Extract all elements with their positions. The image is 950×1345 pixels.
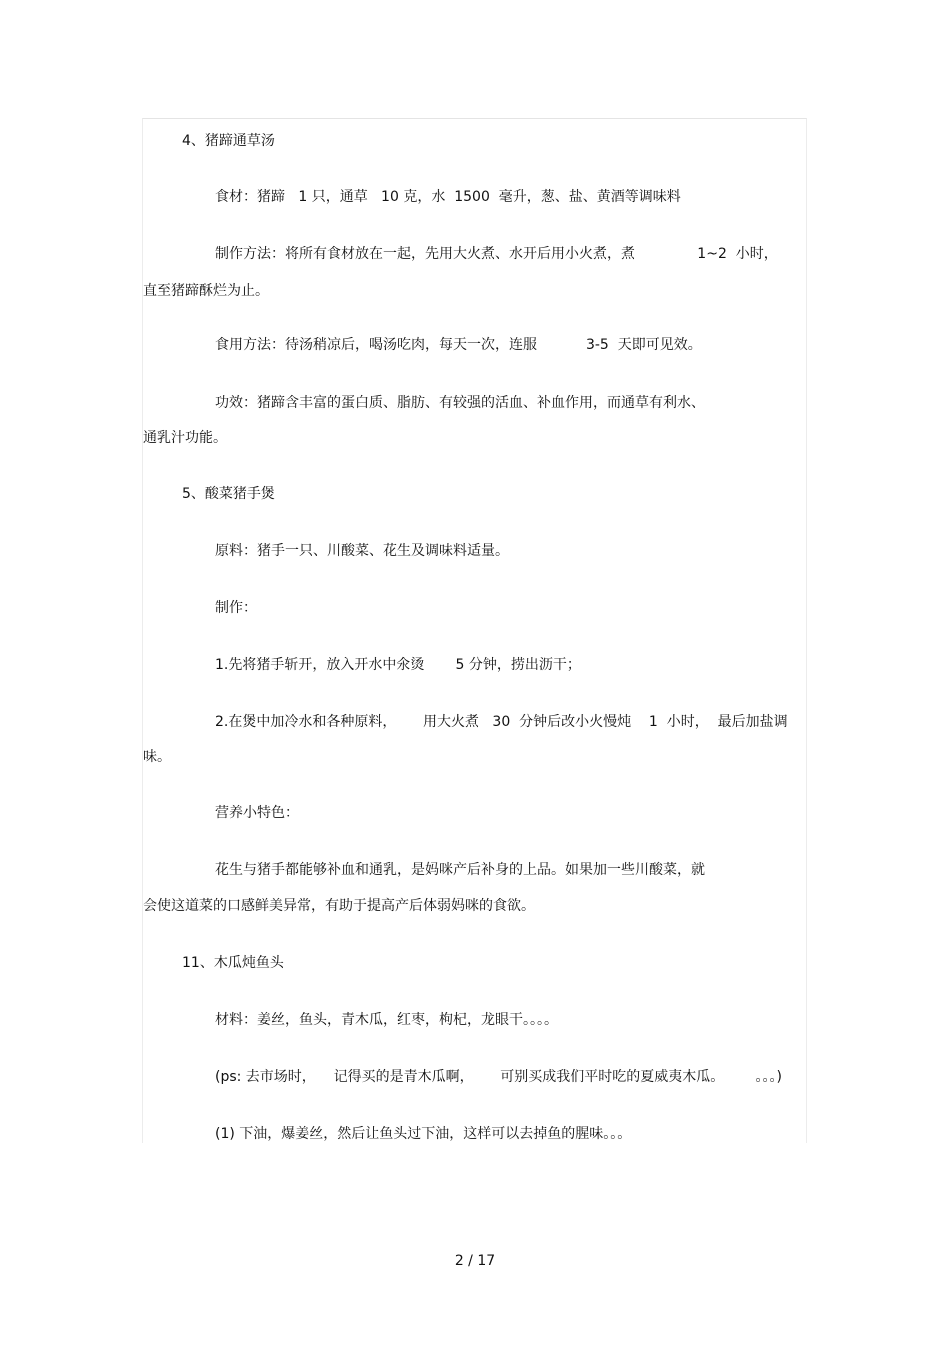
page-number: 2 / 17	[454, 1253, 496, 1269]
ps-note: (ps: 去市场时， 记得买的是青木瓜啊， 可别买成我们平时吃的夏威夷木瓜。 。。。)	[215, 1069, 782, 1085]
method-label: 制作：	[215, 600, 257, 616]
materials-text: 材料：姜丝，鱼头，青木瓜，红枣，枸杞，龙眼干。。。。	[215, 1012, 558, 1028]
step-1-text: 1.先将猪手斩开，放入开水中氽烫 5 分钟，捞出沥干；	[215, 657, 581, 673]
page-frame	[142, 118, 807, 1143]
step-2-text: 2.在煲中加冷水和各种原料， 用大火煮 30 分钟后改小火慢炖 1 小时， 最后加盐调	[215, 714, 788, 730]
section-heading-sauerkraut-pork: 5、酸菜猪手煲	[182, 486, 275, 502]
usage-text: 食用方法：待汤稍凉后，喝汤吃肉，每天一次，连服 3-5 天即可见效。	[215, 337, 702, 353]
feature-label: 营养小特色：	[215, 805, 299, 821]
ingredients-text: 原料：猪手一只、川酸菜、花生及调味料适量。	[215, 543, 509, 559]
effect-text-continued: 通乳汁功能。	[143, 430, 227, 446]
feature-text-continued: 会使这道菜的口感鲜美异常，有助于提高产后体弱妈咪的食欲。	[143, 898, 535, 914]
step-2-text-continued: 味。	[143, 749, 171, 765]
method-text: 制作方法：将所有食材放在一起，先用大火煮、水开后用小火煮，煮 1~2 小时，	[215, 246, 778, 262]
effect-text: 功效：猪蹄含丰富的蛋白质、脂肪、有较强的活血、补血作用，而通草有利水、	[215, 395, 705, 411]
ingredients-text: 食材：猪蹄 1 只，通草 10 克，水 1500 毫升，葱、盐、黄酒等调味料	[215, 189, 681, 205]
section-heading-papaya-fish-head: 11、木瓜炖鱼头	[182, 955, 284, 971]
section-heading-pig-trotter-soup: 4、猪蹄通草汤	[182, 133, 275, 149]
method-text-continued: 直至猪蹄酥烂为止。	[143, 283, 269, 299]
step-1-text: (1) 下油，爆姜丝，然后让鱼头过下油，这样可以去掉鱼的腥味。。。	[215, 1126, 632, 1142]
feature-text: 花生与猪手都能够补血和通乳，是妈咪产后补身的上品。如果加一些川酸菜，就	[215, 862, 705, 878]
